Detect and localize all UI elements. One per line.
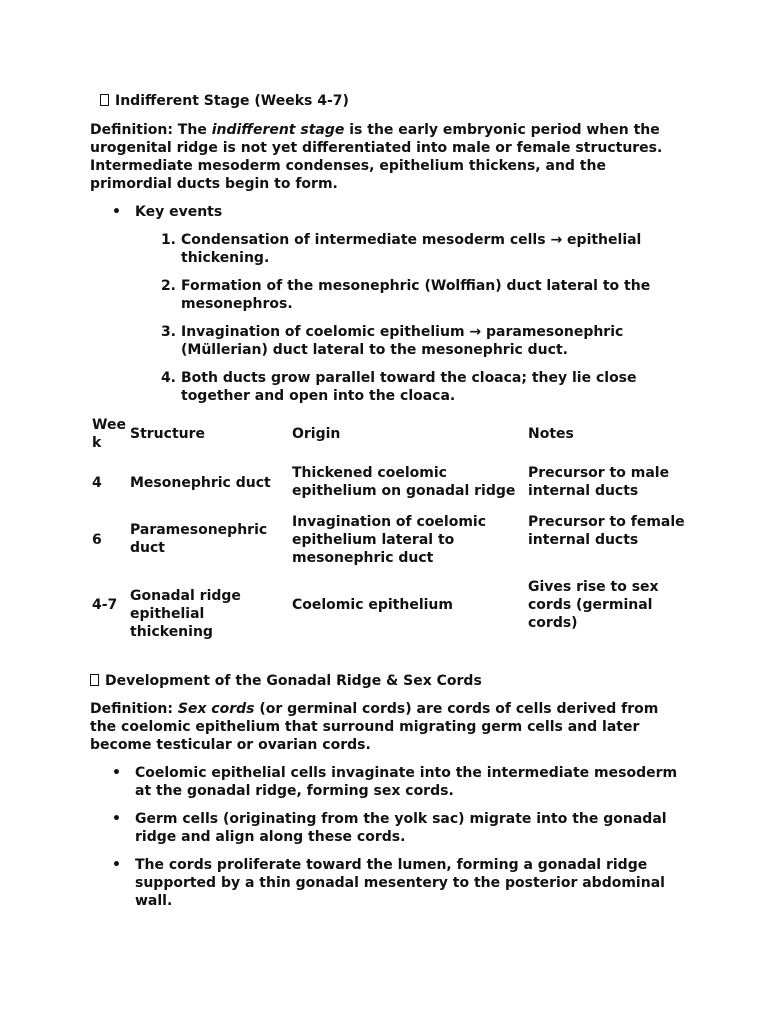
section-heading-text: Development of the Gonadal Ridge & Sex Cords xyxy=(105,673,482,689)
bullet-text: Germ cells (originating from the yolk sac) migrate into the gonadal ridge and align along these cords. xyxy=(135,811,667,845)
numbered-item-marker: 3. xyxy=(160,324,176,340)
table-cell-notes: Precursor to male internal ducts xyxy=(528,465,670,499)
table-cell-structure: Mesonephric duct xyxy=(130,475,271,491)
bullet-dot: • xyxy=(112,765,121,781)
section-heading-gonadal-ridge xyxy=(90,672,482,690)
definition-body: (or germinal cords) are cords of cells derived from the coelomic epithelium that surround migrating germ cells and later become testicular or ovarian cords. xyxy=(90,701,659,753)
definition-prefix: Definition: xyxy=(90,701,178,717)
numbered-item-text: Formation of the mesonephric (Wolffian) duct lateral to the mesonephros. xyxy=(181,278,651,312)
table-cell-week: 6 xyxy=(92,532,102,548)
table-cell-week: 4 xyxy=(92,475,102,491)
table-cell-origin: Coelomic epithelium xyxy=(292,597,453,613)
definition-paragraph xyxy=(90,700,680,754)
table-cell-origin: Invagination of coelomic epithelium lateral to mesonephric duct xyxy=(292,514,487,566)
bullet-dot: • xyxy=(112,811,121,827)
table-header-cell-structure: Structure xyxy=(130,426,206,442)
bullet-dot: • xyxy=(112,857,121,873)
missing-glyph-icon xyxy=(90,674,99,686)
definition-term: Sex cords xyxy=(177,701,255,717)
numbered-item-marker: 4. xyxy=(160,370,176,386)
numbered-item-text: Invagination of coelomic epithelium → paramesonephric (Müllerian) duct lateral to the mesonephric duct. xyxy=(181,324,624,358)
bullet-text: Coelomic epithelial cells invaginate into the intermediate mesoderm at the gonadal ridge, forming sex cords. xyxy=(135,765,678,799)
table-cell-origin: Thickened coelomic epithelium on gonadal ridge xyxy=(292,465,516,499)
definition-prefix: Definition: The xyxy=(90,122,212,138)
bullet-text: The cords proliferate toward the lumen, forming a gonadal ridge supported by a thin gonadal mesentery to the posterior abdominal wall. xyxy=(135,857,665,909)
table-cell-structure: Gonadal ridge epithelial thickening xyxy=(130,588,241,640)
section-heading-indifferent-stage xyxy=(100,92,349,110)
table-cell-structure: Paramesonephric duct xyxy=(130,522,268,556)
table-cell-week: 4-7 xyxy=(92,597,118,613)
table-header-cell-origin: Origin xyxy=(292,426,341,442)
table-header-cell-week: Week xyxy=(92,417,126,451)
definition-paragraph xyxy=(90,121,680,193)
bullet-dot: • xyxy=(112,204,121,220)
definition-term: indifferent stage xyxy=(211,122,345,138)
table-cell-notes: Gives rise to sex cords (germinal cords) xyxy=(528,579,659,631)
numbered-item-marker: 1. xyxy=(160,232,176,248)
table-header-cell-notes: Notes xyxy=(528,426,574,442)
definition-body: is the early embryonic period when the urogenital ridge is not yet differentiated into male or female structures. Intermediate mesoderm condenses, epithelium thickens, and the primordial ducts begin to form. xyxy=(90,122,663,192)
numbered-item-text: Both ducts grow parallel toward the cloaca; they lie close together and open into the cloaca. xyxy=(181,370,637,404)
section-heading-text: Indifferent Stage (Weeks 4-7) xyxy=(115,93,349,109)
table-cell-notes: Precursor to female internal ducts xyxy=(528,514,685,548)
numbered-item-marker: 2. xyxy=(160,278,176,294)
missing-glyph-icon xyxy=(100,94,109,106)
bullet-text: Key events xyxy=(135,204,223,220)
numbered-item-text: Condensation of intermediate mesoderm cells → epithelial thickening. xyxy=(181,232,642,266)
